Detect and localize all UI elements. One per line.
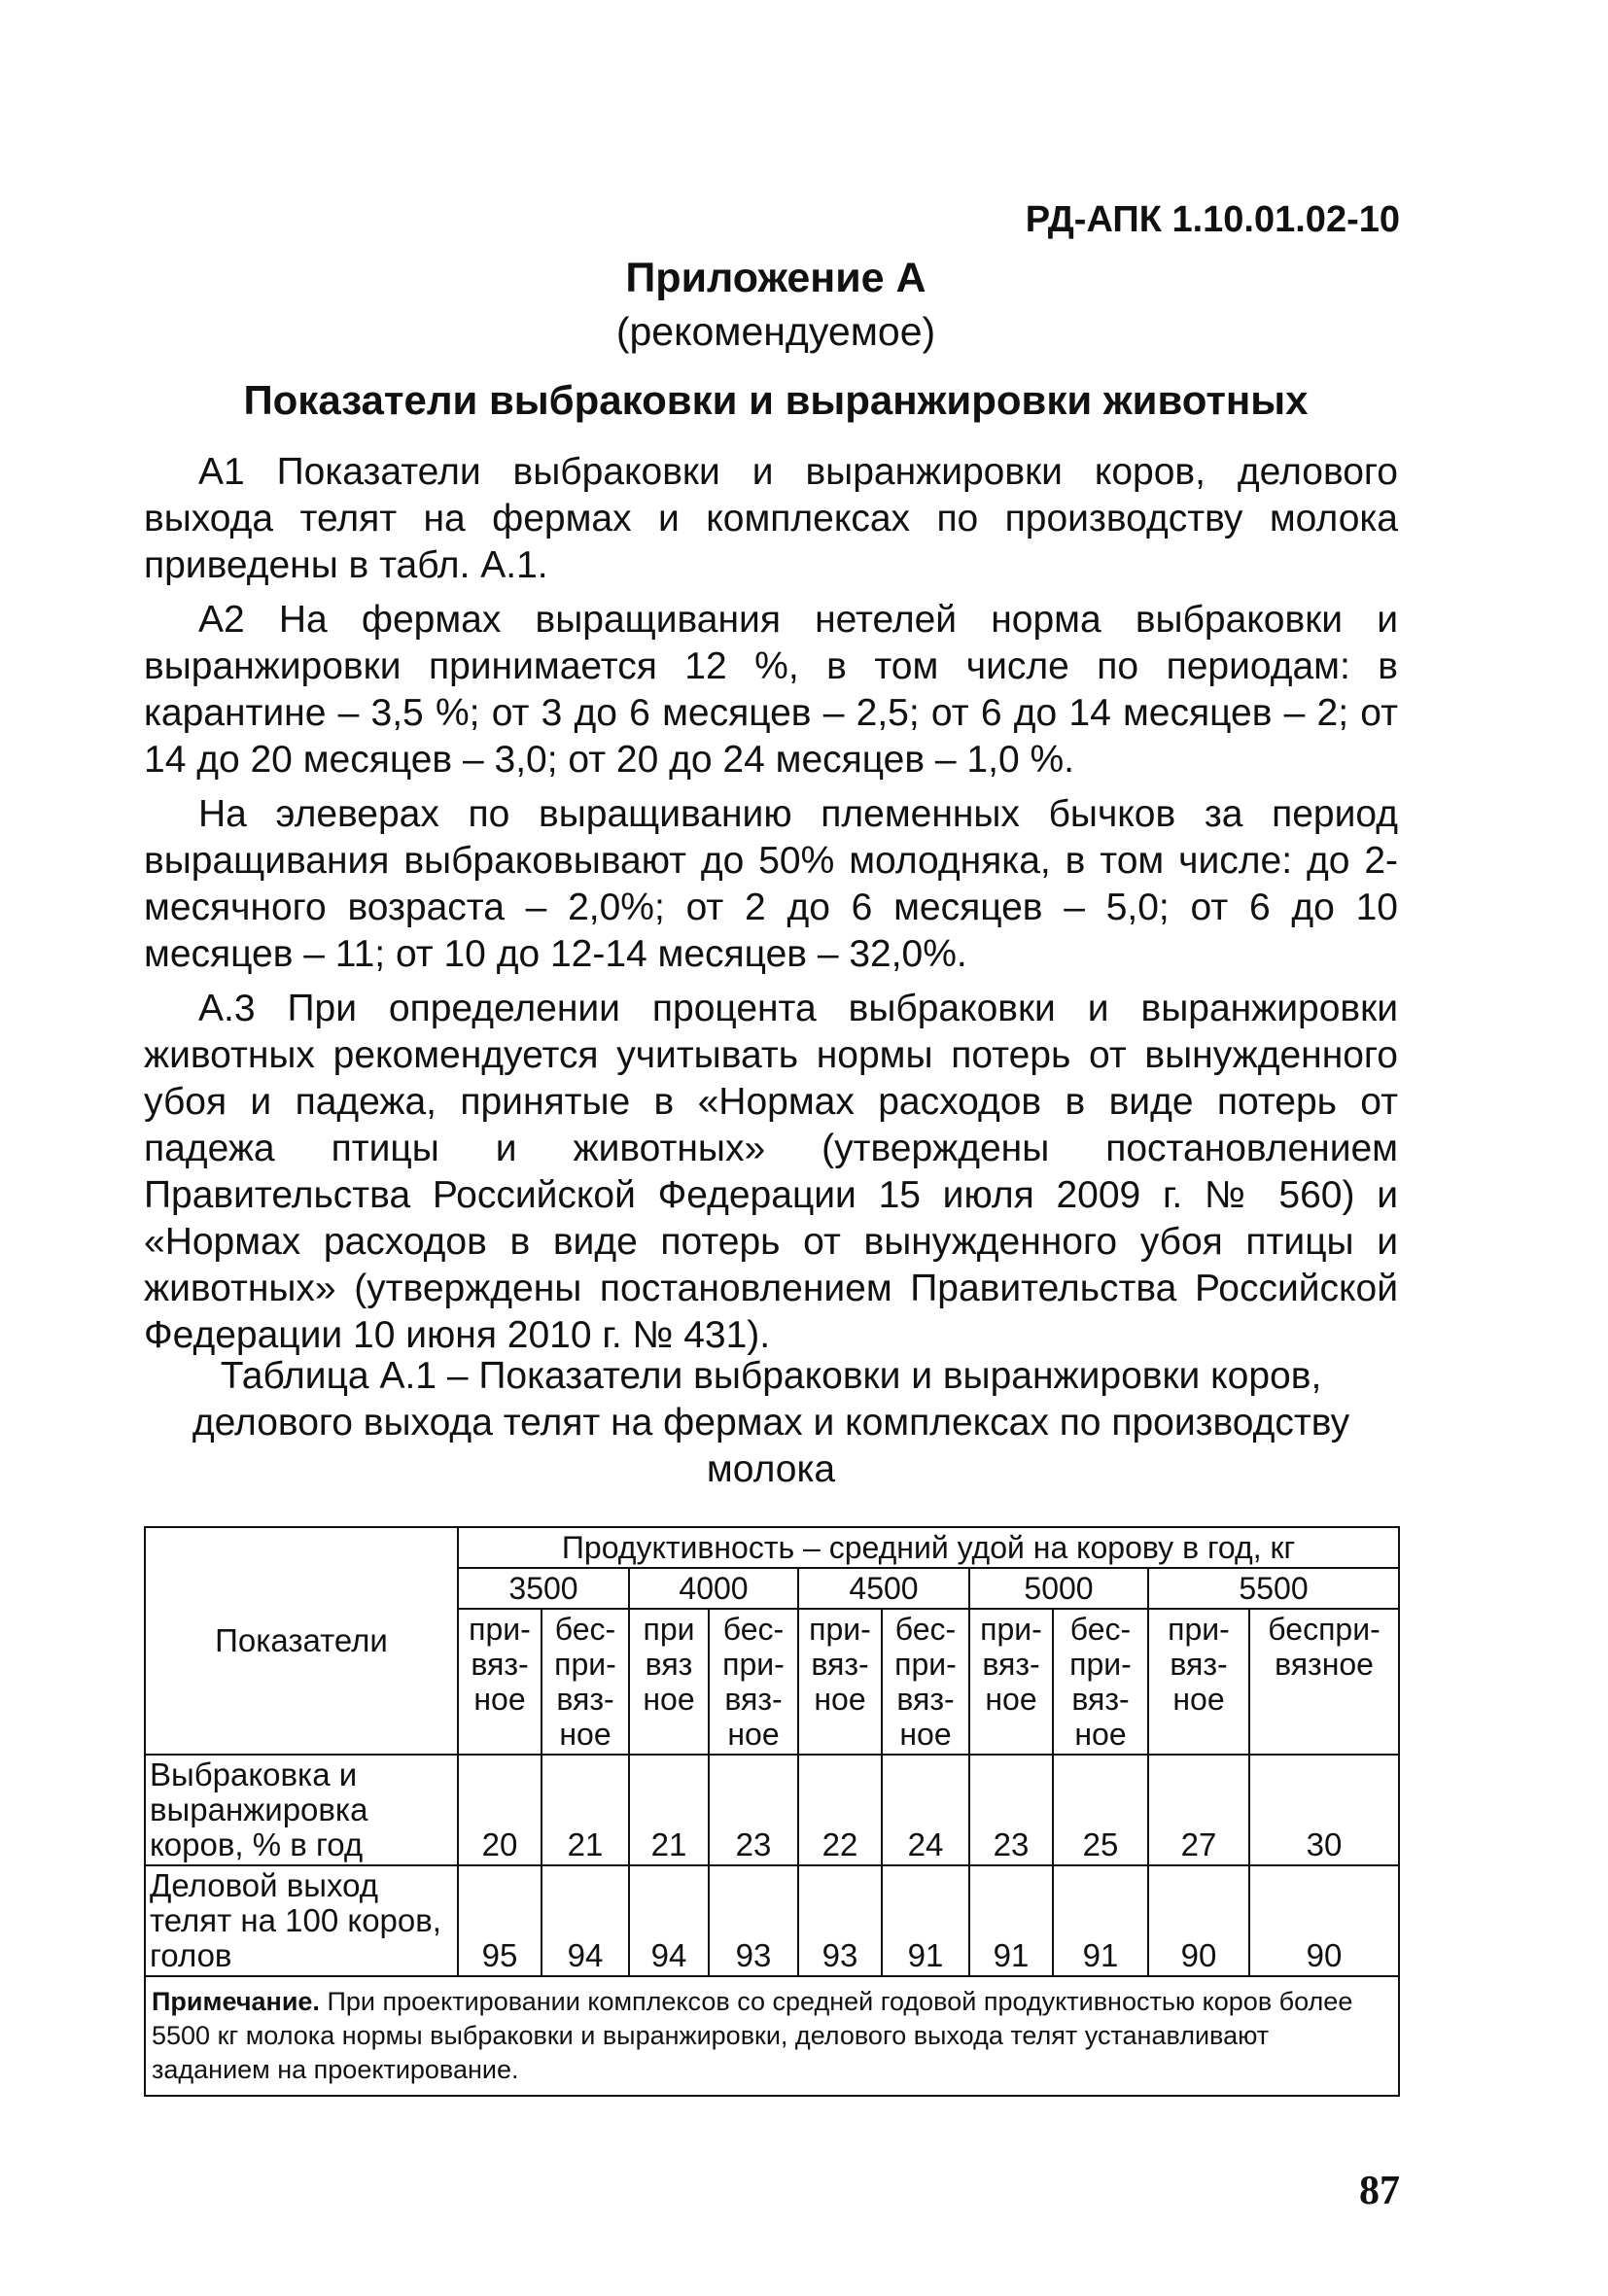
- table-cell: 93: [709, 1865, 798, 1976]
- group-header-cell: Продуктивность – средний удой на корову в год, кг: [458, 1527, 1399, 1568]
- table-cell: 23: [709, 1755, 798, 1865]
- document-code: РД-АПК 1.10.01.02-10: [1025, 199, 1400, 240]
- housing-header: при-вяз-ное: [458, 1609, 542, 1755]
- table-cell: 91: [882, 1865, 969, 1976]
- culling-table: [144, 1526, 1400, 2097]
- table-cell: 90: [1148, 1865, 1249, 1976]
- paragraph-a2: А2 На фермах выращивания нетелей норма выбраковки и выранжировки принимается 12 %, в том числе по периодам: в карантине – 3,5 %; от 3 до 6 месяцев – 2,5; от 6 до 14 месяцев – 2; от 14 до 20 месяцев – 3,0; от 20 до 24 месяцев – 1,0 %.: [144, 599, 1398, 781]
- table-cell: 91: [969, 1865, 1053, 1976]
- section-heading: Показатели выбраковки и выранжировки животных: [243, 377, 1309, 423]
- table-cell: 24: [882, 1755, 969, 1865]
- table-row: [145, 1755, 1399, 1865]
- table-cell: 21: [629, 1755, 709, 1865]
- row-label: Деловой выход телят на 100 коров, голов: [145, 1865, 458, 1976]
- note-text: При проектировании комплексов со средней годовой продуктивностью коров более 5500 кг молока нормы выбраковки и выранжировки, делового выхода телят устанавливают заданием на проектирование.: [152, 1987, 1353, 2084]
- housing-header: при вяз ное: [629, 1609, 709, 1755]
- note-label: Примечание.: [152, 1987, 320, 2016]
- paragraph-bulls: На элеверах по выращиванию племенных бычков за период выращивания выбраковывают до 50% молодняка, в том числе: до 2-месячного возраста – 2,0%; от 2 до 6 месяцев – 5,0; от 6 до 10 месяцев – 11; от 10 до 12-14 месяцев – 32,0%.: [144, 793, 1398, 975]
- housing-header: при-вяз-ное: [969, 1609, 1053, 1755]
- yield-header: 3500: [458, 1568, 629, 1609]
- appendix-subtitle: (рекомендуемое): [615, 309, 936, 354]
- table-cell: 94: [629, 1865, 709, 1976]
- table-cell: 93: [798, 1865, 882, 1976]
- page-number: 87: [1359, 2169, 1400, 2213]
- row-header-cell: Показатели: [145, 1527, 458, 1755]
- table-cell: 21: [542, 1755, 629, 1865]
- table-cell: 30: [1249, 1755, 1399, 1865]
- row-label: Выбраковка и выранжировка коров, % в год: [145, 1755, 458, 1865]
- paragraph-a3: А.3 При определении процента выбраковки и выранжировки животных рекомендуется учитывать нормы потерь от вынужденного убоя и падежа, принятые в «Нормах расходов в виде потерь от падежа птицы и животных» (утверждены постановлением Правительства Российской Федерации 15 июля 2009 г. № 560) и «Нормах расходов в виде потерь от вынужденного убоя птицы и животных» (утверждены постановлением Правительства Российской Федерации 10 июня 2010 г. № 431).: [144, 988, 1398, 1356]
- yield-header: 4500: [798, 1568, 969, 1609]
- table-cell: 90: [1249, 1865, 1399, 1976]
- yield-header: 4000: [629, 1568, 798, 1609]
- table-cell: 91: [1053, 1865, 1148, 1976]
- table-cell: 25: [1053, 1755, 1148, 1865]
- housing-header: бес-при-вяз-ное: [1053, 1609, 1148, 1755]
- body-text: [144, 449, 1398, 1367]
- table-cell: 20: [458, 1755, 542, 1865]
- table-row: [145, 1865, 1399, 1976]
- yield-header: 5000: [969, 1568, 1148, 1609]
- housing-header: бес-при-вяз-ное: [542, 1609, 629, 1755]
- appendix-title: Приложение А: [625, 255, 926, 301]
- table-cell: 94: [542, 1865, 629, 1976]
- table-note: [145, 1976, 1399, 2096]
- paragraph-a1: А1 Показатели выбраковки и выранжировки коров, делового выхода телят на фермах и комплексах по производству молока приведены в табл. А.1.: [144, 451, 1398, 586]
- yield-header: 5500: [1148, 1568, 1399, 1609]
- table-cell: 22: [798, 1755, 882, 1865]
- housing-header: бес-при-вяз-ное: [882, 1609, 969, 1755]
- table-caption: Таблица А.1 – Показатели выбраковки и выранжировки коров, делового выхода телят на фермах и комплексах по производству молока: [192, 1355, 1350, 1490]
- housing-header: беспри-вязное: [1249, 1609, 1399, 1755]
- table-cell: 23: [969, 1755, 1053, 1865]
- housing-header: бес-при-вяз-ное: [709, 1609, 798, 1755]
- housing-header: при-вяз-ное: [1148, 1609, 1249, 1755]
- housing-header: при-вяз-ное: [798, 1609, 882, 1755]
- table-cell: 27: [1148, 1755, 1249, 1865]
- table-cell: 95: [458, 1865, 542, 1976]
